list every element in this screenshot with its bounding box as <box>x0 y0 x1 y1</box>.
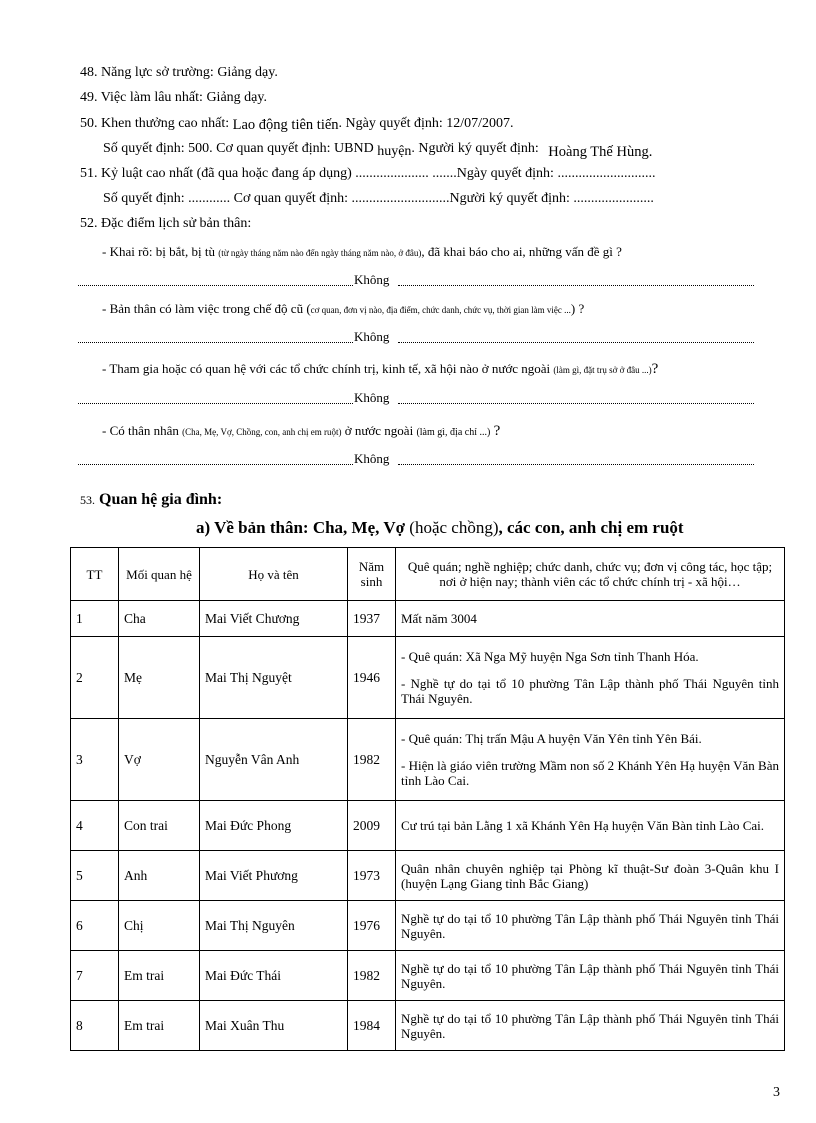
cell-info <box>396 901 785 951</box>
question-note: (làm gì, đặt trụ sở ở đâu ...) <box>553 365 652 375</box>
cell-tt: 8 <box>71 1001 119 1051</box>
cell-relation: Con trai <box>119 801 200 851</box>
dotted-line <box>78 464 353 465</box>
cell-tt: 5 <box>71 851 119 901</box>
info-line: - Quê quán: Xã Nga Mỹ huyện Nga Sơn tỉnh Thanh Hóa. <box>401 649 699 664</box>
item-50-line2 <box>103 140 653 160</box>
cell-info <box>396 719 785 801</box>
cell-relation: Cha <box>119 601 200 637</box>
table-row <box>71 901 785 951</box>
decision-number: 500. <box>188 141 213 156</box>
cell-info <box>396 637 785 719</box>
question-text: ? <box>651 361 659 377</box>
dotted-line <box>398 342 754 343</box>
item-value: Giảng dạy. <box>217 65 278 80</box>
cell-relation: Vợ <box>119 719 200 801</box>
section-a-middle: (hoặc chồng) <box>405 518 499 537</box>
question-4 <box>102 423 500 440</box>
item-number: 50. <box>80 116 98 131</box>
question-text: ở nước ngoài <box>344 423 414 438</box>
answer-q3: Không <box>354 390 390 405</box>
table-header-row <box>71 548 785 601</box>
question-note: (Cha, Mẹ, Vợ, Chồng, con, anh chị em ruột) <box>182 427 342 437</box>
page-number: 3 <box>773 1085 780 1100</box>
cell-info <box>396 601 785 637</box>
item-number: 52. <box>80 216 98 231</box>
question-text: - Tham gia hoặc có quan hệ với các tổ chức chính trị, kinh tế, xã hội nào ở nước ngoài <box>102 361 551 376</box>
dotted-line <box>398 285 754 286</box>
cell-name: Mai Viết Chương <box>200 601 348 637</box>
cell-tt: 2 <box>71 637 119 719</box>
cell-info <box>396 801 785 851</box>
item-number: 49. <box>80 90 98 105</box>
item-label: Việc làm lâu nhất: <box>100 90 203 105</box>
cell-name: Mai Đức Phong <box>200 801 348 851</box>
cell-year: 1982 <box>348 951 396 1001</box>
cell-year: 1946 <box>348 637 396 719</box>
table-row <box>71 1001 785 1051</box>
item-51 <box>80 166 655 182</box>
info-line: Nghề tự do tại tổ 10 phường Tân Lập thành phố Thái Nguyên tỉnh Thái Nguyên. <box>401 960 779 991</box>
section-a-suffix: , các con, anh chị em ruột <box>498 518 684 537</box>
info-line: - Hiện là giáo viên trường Mầm non số 2 Khánh Yên Hạ huyện Văn Bàn tỉnh Lào Cai. <box>401 758 779 788</box>
info-line: Nghề tự do tại tổ 10 phường Tân Lập thành phố Thái Nguyên tỉnh Thái Nguyên. <box>401 1010 779 1041</box>
item-53 <box>80 491 222 509</box>
cell-info <box>396 1001 785 1051</box>
table-row <box>71 719 785 801</box>
cell-info <box>396 951 785 1001</box>
cell-tt: 1 <box>71 601 119 637</box>
table-row <box>71 801 785 851</box>
item-label: Đặc điểm lịch sử bản thân: <box>101 216 252 231</box>
question-note: cơ quan, đơn vị nào, địa điểm, chức danh, chức vụ, thời gian làm việc ... <box>310 305 571 315</box>
item-50 <box>80 115 514 132</box>
dotted-line <box>78 285 353 286</box>
table-row <box>71 951 785 1001</box>
date-value: 12/07/2007. <box>446 116 514 131</box>
cell-year: 1973 <box>348 851 396 901</box>
cell-name: Mai Thị Nguyệt <box>200 637 348 719</box>
info-line: Mất năm 3004 <box>401 611 477 626</box>
info-line: Cư trú tại bản Lằng 1 xã Khánh Yên Hạ huyện Văn Bàn tỉnh Lào Cai. <box>401 818 765 833</box>
header-name: Họ và tên <box>200 548 348 601</box>
item-value: Giảng dạy. <box>206 90 267 105</box>
cell-year: 1976 <box>348 901 396 951</box>
question-2 <box>102 301 584 317</box>
dotted-line <box>78 403 353 404</box>
answer-q4: Không <box>354 451 390 466</box>
question-1 <box>102 244 622 260</box>
item-line: Kỷ luật cao nhất (đã qua hoặc đang áp dụng) ..................... .......Ngày quyết định: ............................ <box>101 166 656 181</box>
signer-label: . Người ký quyết định: <box>411 141 539 156</box>
cell-year: 1937 <box>348 601 396 637</box>
answer-q1: Không <box>354 272 390 287</box>
question-note: (làm gì, địa chỉ ...) <box>416 427 491 438</box>
cell-tt: 7 <box>71 951 119 1001</box>
cell-name: Mai Xuân Thu <box>200 1001 348 1051</box>
info-line: Nghề tự do tại tổ 10 phường Tân Lập thành phố Thái Nguyên tỉnh Thái Nguyên. <box>401 910 779 941</box>
question-text: ? <box>493 423 501 439</box>
question-text: - Bản thân có làm việc trong chế độ cũ ( <box>102 301 311 316</box>
dotted-line <box>78 342 353 343</box>
question-text: , đã khai báo cho ai, những vấn đề gì ? <box>421 244 622 259</box>
cell-tt: 4 <box>71 801 119 851</box>
cell-tt: 3 <box>71 719 119 801</box>
question-note: (từ ngày tháng năm nào đến ngày tháng năm nào, ở đâu) <box>218 248 422 258</box>
question-text: ) ? <box>570 301 585 316</box>
dotted-line <box>398 403 754 404</box>
header-info: Quê quán; nghề nghiệp; chức danh, chức vụ; đơn vị công tác, học tập; nơi ở hiện nay; thành viên các tổ chức chính trị - xã hội… <box>396 548 785 601</box>
question-text: - Có thân nhân <box>102 423 179 438</box>
award-value: Lao động tiên tiến <box>232 117 339 133</box>
section-a-prefix: a) Về bản thân: Cha, Mẹ, Vợ <box>196 518 406 537</box>
cell-relation: Anh <box>119 851 200 901</box>
agency-suffix: huyện <box>377 144 412 159</box>
item-label: Khen thưởng cao nhất: <box>101 116 230 131</box>
question-3 <box>102 361 658 378</box>
cell-relation: Em trai <box>119 1001 200 1051</box>
family-table <box>70 547 785 1051</box>
item-number: 53. <box>80 493 95 507</box>
cell-relation: Mẹ <box>119 637 200 719</box>
item-label: Năng lực sở trường: <box>101 65 214 80</box>
cell-relation: Chị <box>119 901 200 951</box>
item-51-line2 <box>103 191 654 207</box>
section-title: Quan hệ gia đình: <box>99 491 223 508</box>
cell-year: 1984 <box>348 1001 396 1051</box>
question-text: - Khai rõ: bị bắt, bị tù <box>102 244 216 259</box>
item-49 <box>80 90 267 106</box>
cell-year: 2009 <box>348 801 396 851</box>
item-line: Số quyết định: ............ Cơ quan quyết định: ............................Người ký quyết định: ....................... <box>103 191 654 206</box>
answer-q2: Không <box>354 329 390 344</box>
cell-info <box>396 851 785 901</box>
header-relation: Mối quan hệ <box>119 548 200 601</box>
header-year: Năm sinh <box>348 548 396 601</box>
section-a-title <box>196 518 684 538</box>
decision-label: Số quyết định: <box>103 141 185 156</box>
table-row <box>71 851 785 901</box>
cell-relation: Em trai <box>119 951 200 1001</box>
cell-name: Mai Đức Thái <box>200 951 348 1001</box>
signer-value: Hoàng Thế Hùng. <box>548 144 653 160</box>
agency-value: UBND <box>334 141 374 156</box>
item-48 <box>80 65 278 81</box>
dotted-line <box>398 464 754 465</box>
item-number: 51. <box>80 166 98 181</box>
table-row <box>71 601 785 637</box>
cell-tt: 6 <box>71 901 119 951</box>
item-52 <box>80 216 251 232</box>
info-line: - Quê quán: Thị trấn Mậu A huyện Văn Yên tỉnh Yên Bái. <box>401 731 702 746</box>
header-tt: TT <box>71 548 119 601</box>
table-row <box>71 637 785 719</box>
cell-year: 1982 <box>348 719 396 801</box>
item-number: 48. <box>80 65 98 80</box>
cell-name: Mai Viết Phương <box>200 851 348 901</box>
cell-name: Mai Thị Nguyên <box>200 901 348 951</box>
info-line: Quân nhân chuyên nghiệp tại Phòng kĩ thuật-Sư đoàn 3-Quân khu I (huyện Lạng Giang tỉnh Bắc Giang) <box>401 860 779 891</box>
date-label: . Ngày quyết định: <box>338 116 443 131</box>
agency-label: Cơ quan quyết định: <box>216 141 331 156</box>
info-line: - Nghề tự do tại tổ 10 phường Tân Lập thành phố Thái Nguyên tỉnh Thái Nguyên. <box>401 676 779 706</box>
cell-name: Nguyễn Vân Anh <box>200 719 348 801</box>
